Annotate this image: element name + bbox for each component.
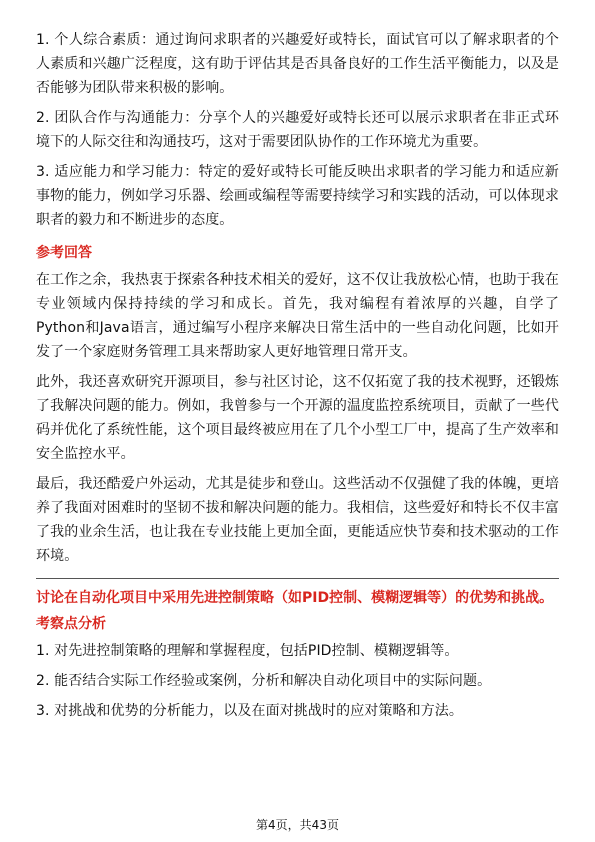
page-content: [36, 28, 559, 729]
section-divider: [36, 578, 559, 579]
question-point: 1. 对先进控制策略的理解和掌握程度，包括PID控制、模糊逻辑等。: [36, 643, 459, 659]
reference-answer: [36, 242, 559, 568]
question-point: 2. 能否结合实际工作经验或案例，分析和解决自动化项目中的实际问题。: [36, 673, 492, 689]
answer-paragraph: 最后，我还酷爱户外运动，尤其是徒步和登山。这些活动不仅强健了我的体魄，更培养了我面对困难时的坚韧不拔和解决问题的能力。我相信，这些爱好和特长不仅丰富了我的业余生活，也让我在专业技能上更加全面，更能适应快节奏和技术驱动的工作环境。: [36, 476, 559, 564]
question-title: 讨论在自动化项目中采用先进控制策略（如PID控制、模糊逻辑等）的优势和挑战。: [36, 590, 554, 606]
analysis-point: 1. 个人综合素质：通过询问求职者的兴趣爱好或特长，面试官可以了解求职者的个人素质和兴趣广泛程度，这有助于评估其是否具备良好的工作生活平衡能力，以及是否能够为团队带来积极的影响。: [36, 32, 559, 96]
answer-paragraph: 在工作之余，我热衷于探索各种技术相关的爱好，这不仅让我放松心情，也助于我在专业领域内保持持续的学习和成长。首先，我对编程有着浓厚的兴趣，自学了Python和Java语言，通过编写小程序来解决日常生活中的一些自动化问题，比如开发了一个家庭财务管理工具来帮助家人更好地管理日常开支。: [36, 272, 559, 360]
page-number: 第4页，共43页: [256, 818, 339, 832]
next-question: [36, 587, 559, 723]
reference-answer-title: 参考回答: [36, 245, 92, 261]
question-point: 3. 对挑战和优势的分析能力，以及在面对挑战时的应对策略和方法。: [36, 703, 464, 719]
analysis-point: 2. 团队合作与沟通能力：分享个人的兴趣爱好或特长还可以展示求职者在非正式环境下的人际交往和沟通技巧，这对于需要团队协作的工作环境尤为重要。: [36, 110, 559, 150]
analysis-point: 3. 适应能力和学习能力：特定的爱好或特长可能反映出求职者的学习能力和适应新事物的能力，例如学习乐器、绘画或编程等需要持续学习和实践的活动，可以体现求职者的毅力和不断进步的态度。: [36, 164, 559, 228]
analysis-points: [36, 28, 559, 232]
answer-paragraph: 此外，我还喜欢研究开源项目，参与社区讨论，这不仅拓宽了我的技术视野，还锻炼了我解决问题的能力。例如，我曾参与一个开源的温度监控系统项目，贡献了一些代码并优化了系统性能，这个项目最终被应用在了几个小型工厂中，提高了生产效率和安全监控水平。: [36, 374, 559, 462]
analysis-title: 考察点分析: [36, 616, 106, 632]
